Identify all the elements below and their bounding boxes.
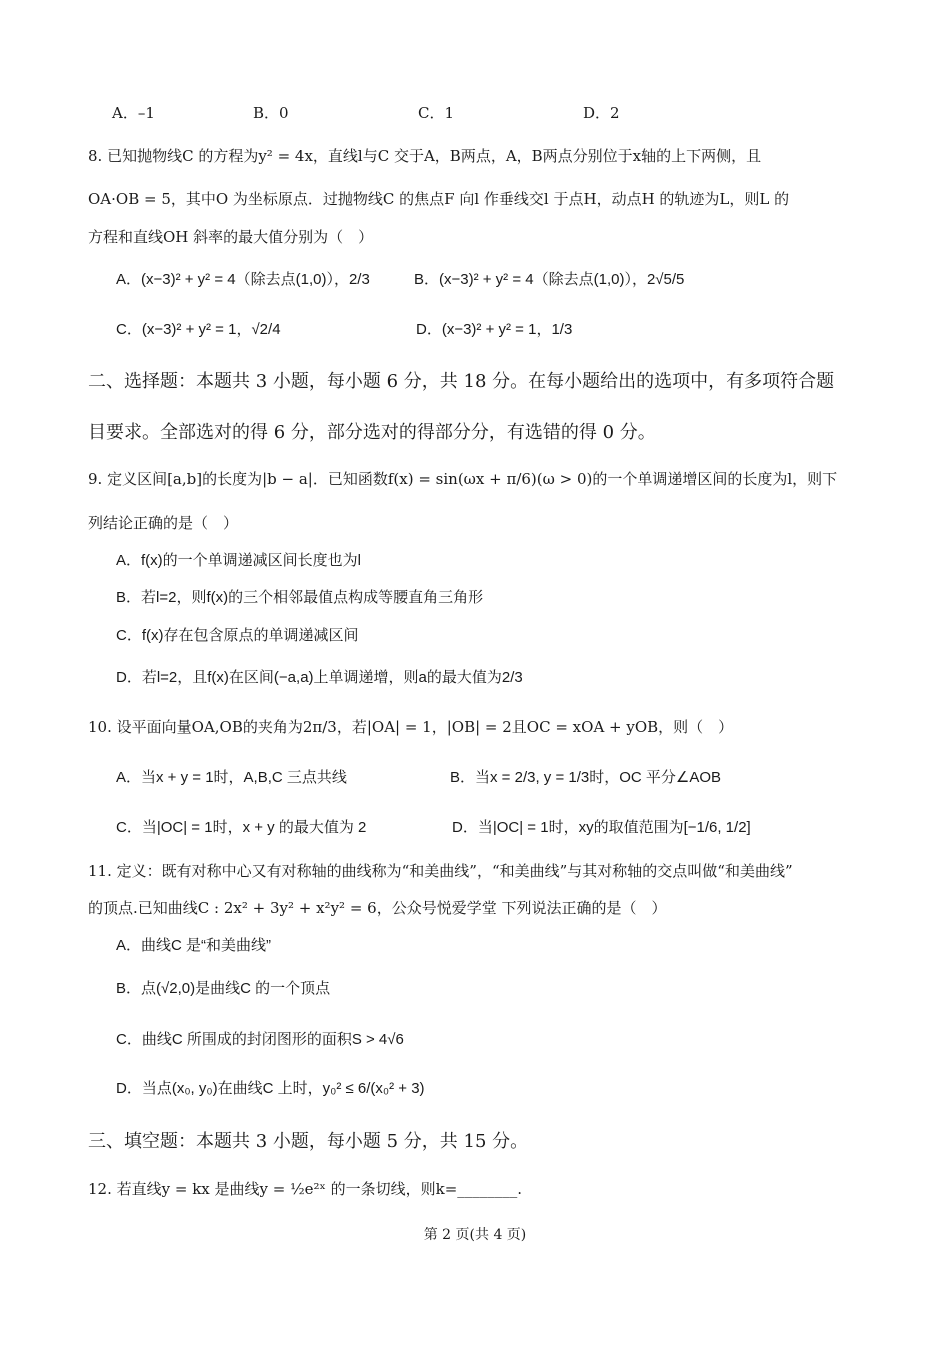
q9-option-b: B．若l=2，则f(x)的三个相邻最值点构成等腰直角三角形 <box>116 589 484 606</box>
q12-line: 12. 若直线y = kx 是曲线y = ½e²ˣ 的一条切线，则k=________. <box>88 1180 523 1198</box>
q9-line-1: 9. 定义区间[a,b]的长度为|b − a|．已知函数f(x) = sin(ωx + π/6)(ω > 0)的一个单调递增区间的长度为l，则下 <box>88 470 838 488</box>
q7-option-a: A．–1 <box>112 104 155 122</box>
q10-option-d: D．当|OC| = 1时，xy的取值范围为[−1/6, 1/2] <box>452 819 751 836</box>
q7-option-b: B．0 <box>253 104 289 122</box>
q11-option-c: C．曲线C 所围成的封闭图形的面积S > 4√6 <box>116 1031 404 1048</box>
q9-line-2: 列结论正确的是（ ） <box>88 514 239 532</box>
q8-option-d: D．(x−3)² + y² = 1，1/3 <box>416 321 573 338</box>
q8-option-c: C．(x−3)² + y² = 1，√2/4 <box>116 321 281 338</box>
q7-option-d: D．2 <box>583 104 620 122</box>
section-3-heading: 三、填空题：本题共 3 小题，每小题 5 分，共 15 分。 <box>88 1131 529 1152</box>
q9-option-c: C．f(x)存在包含原点的单调递减区间 <box>116 627 359 644</box>
q10-line-1: 10. 设平面向量OA,OB的夹角为2π/3，若|OA| = 1，|OB| = 2且OC = xOA + yOB，则（ ） <box>88 718 734 736</box>
section-2-heading-line-1: 二、选择题：本题共 3 小题，每小题 6 分，共 18 分。在每小题给出的选项中，有多项符合题 <box>88 371 835 392</box>
q8-option-a: A．(x−3)² + y² = 4（除去点(1,0)），2/3 <box>116 271 370 288</box>
q8-line-3: 方程和直线OH 斜率的最大值分别为（ ） <box>88 228 374 246</box>
q8-option-b: B．(x−3)² + y² = 4（除去点(1,0)），2√5/5 <box>414 271 685 288</box>
q9-option-d: D．若l=2，且f(x)在区间(−a,a)上单调递增，则a的最大值为2/3 <box>116 669 523 686</box>
q7-option-c: C．1 <box>418 104 455 122</box>
q10-option-b: B．当x = 2/3, y = 1/3时，OC 平分∠AOB <box>450 769 722 786</box>
q8-line-1: 8. 已知抛物线C 的方程为y² = 4x，直线l与C 交于A，B两点，A，B两点分别位于x轴的上下两侧，且 <box>88 147 762 165</box>
q8-line-2: OA·OB = 5，其中O 为坐标原点．过抛物线C 的焦点F 向l 作垂线交l 于点H，动点H 的轨迹为L，则L 的 <box>88 190 790 208</box>
q10-option-a: A．当x + y = 1时，A,B,C 三点共线 <box>116 769 347 786</box>
page-footer: 第 2 页(共 4 页) <box>423 1227 527 1243</box>
q11-option-d: D．当点(x₀, y₀)在曲线C 上时，y₀² ≤ 6/(x₀² + 3) <box>116 1080 425 1097</box>
q9-option-a: A．f(x)的一个单调递减区间长度也为l <box>116 552 361 569</box>
q10-option-c: C．当|OC| = 1时，x + y 的最大值为 2 <box>116 819 367 836</box>
q11-line-2: 的顶点.已知曲线C : 2x² + 3y² + x²y² = 6，公众号悦爱学堂 下列说法正确的是（ ） <box>88 899 667 917</box>
q11-option-a: A．曲线C 是“和美曲线” <box>116 937 271 954</box>
q11-line-1: 11. 定义：既有对称中心又有对称轴的曲线称为“和美曲线”，“和美曲线”与其对称轴的交点叫做“和美曲线” <box>88 862 793 880</box>
q11-option-b: B．点(√2,0)是曲线C 的一个顶点 <box>116 980 331 997</box>
section-2-heading-line-2: 目要求。全部选对的得 6 分，部分选对的得部分分，有选错的得 0 分。 <box>88 422 656 443</box>
